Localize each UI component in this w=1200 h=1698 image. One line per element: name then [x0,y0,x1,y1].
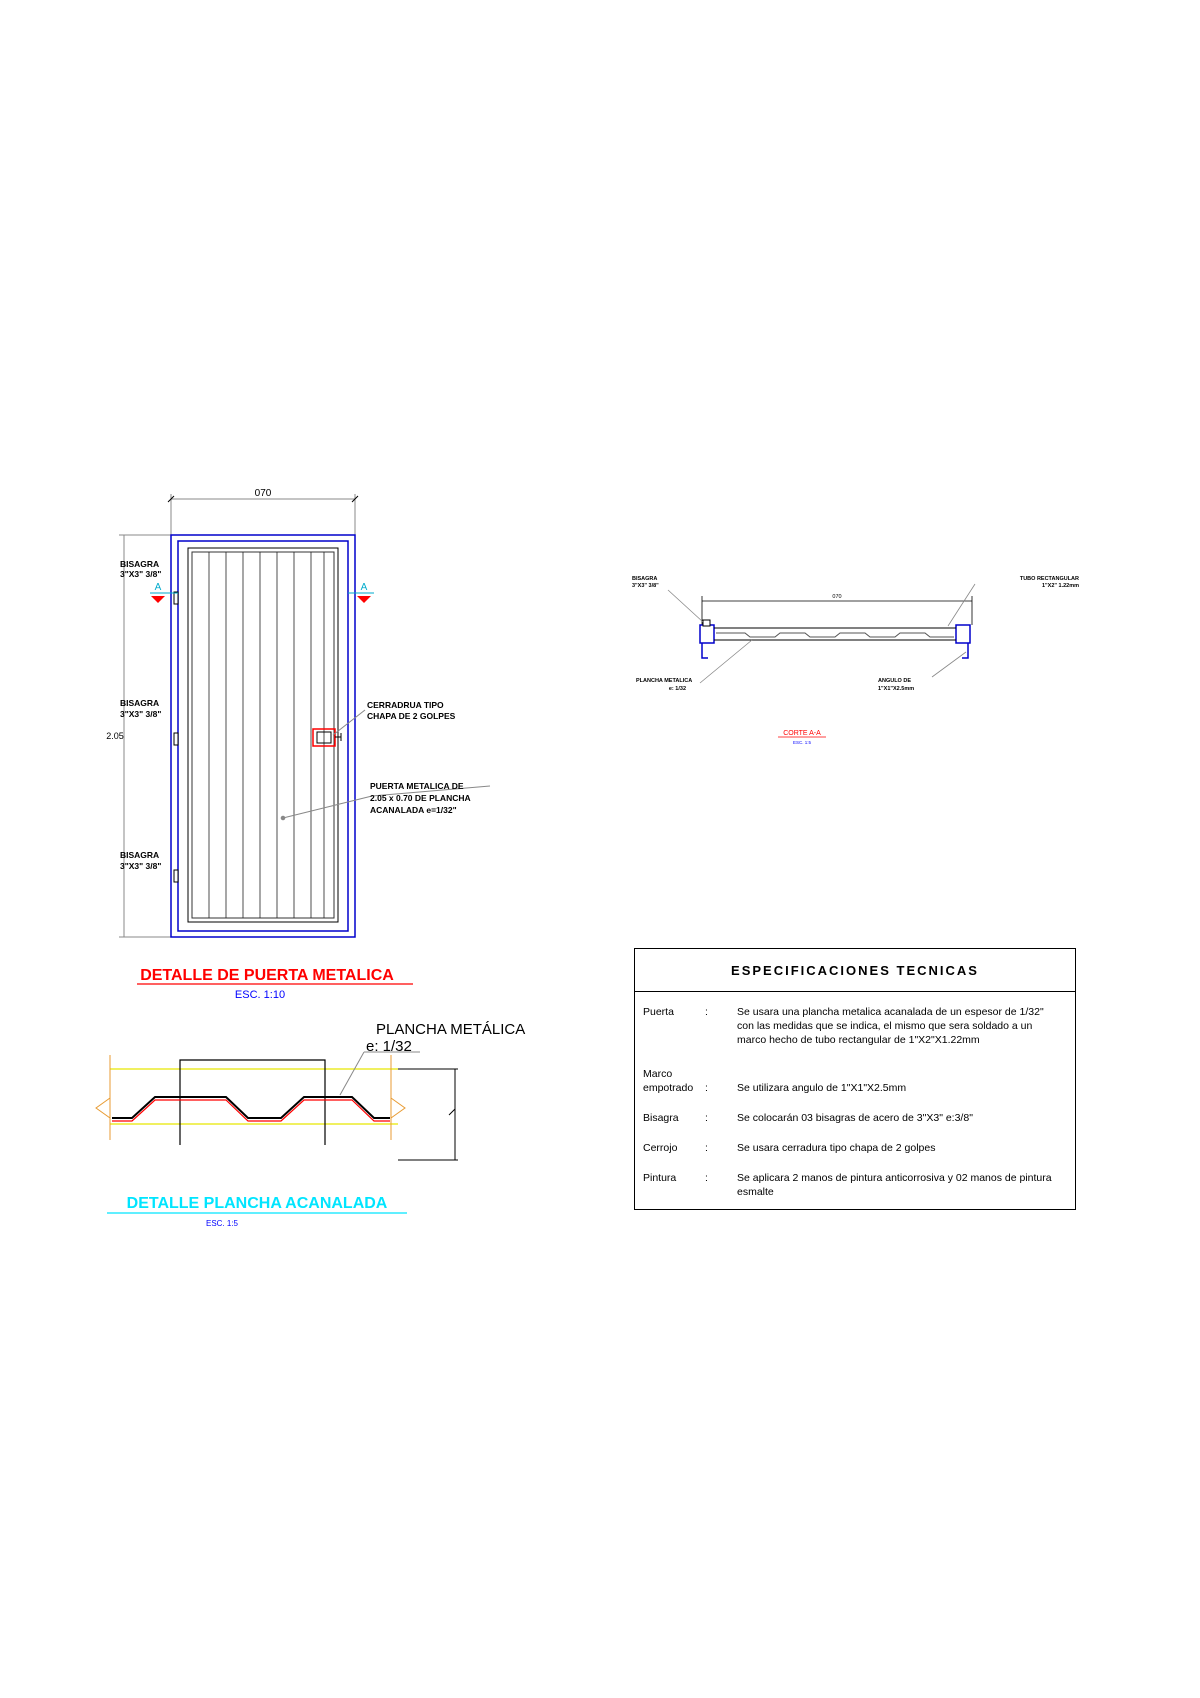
door-width-dimension [168,494,358,535]
section-scale: ESC. 1:5 [792,740,812,745]
section-marker-left-label: A [154,582,162,593]
section-tube-size: 1"X2" 1.22mm [1041,583,1079,589]
section-width-label: 070 [832,594,842,600]
hinge-size-2: 3"X3" 3/8" [120,709,162,719]
section-hinge [703,620,710,626]
section-marker-right-label: A [360,582,368,593]
hinge-label-1: BISAGRA [120,559,160,569]
door-scale: ESC. 1:10 [234,989,286,1001]
door-frame [171,535,355,937]
section-angle-label: ANGULO DE [878,678,911,684]
section-tube-label: TUBO RECTANGULAR [1019,576,1079,582]
plate-detail [96,1021,525,1228]
door-elevation [106,488,490,1001]
plate-break-ends [96,1055,405,1140]
section-marker-right [348,593,374,603]
spec-label: Bisagra [643,1112,679,1124]
plate-bracket [180,1060,325,1145]
section-hinge-size: 3"X3" 3/8" [632,583,659,589]
door-title: DETALLE DE PUERTA METALICA [140,967,394,984]
plate-label: PLANCHA METÁLICA [376,1021,526,1038]
section-plate-thickness: e: 1/32 [668,686,686,692]
door-height-label: 2.05 [106,731,124,741]
section-frame [700,625,970,658]
spec-colon: : [705,1082,708,1094]
spec-text: Se utilizara angulo de 1"X1"X2.5mm [737,1082,907,1094]
spec-label: Pintura [643,1172,677,1184]
plate-leader [340,1052,420,1095]
plate-title: DETALLE PLANCHA ACANALADA [126,1195,388,1212]
spec-label: Cerrojo [643,1142,678,1154]
plate-scale: ESC. 1:5 [205,1219,239,1228]
section-a-a [632,576,1079,745]
spec-colon: : [705,1112,708,1124]
plate-profile [112,1097,390,1121]
spec-text: Se colocarán 03 bisagras de acero de 3"X3" e:3/8" [737,1112,973,1124]
spec-text: Se aplicara 2 manos de pintura anticorrosiva y 02 manos de pintura esmalte [737,1172,1052,1198]
panel-label-line2: 2.05 x 0.70 DE PLANCHA [370,793,471,803]
plate-guide-lines [110,1069,398,1124]
section-angle-size: 1"X1"X2.5mm [878,686,915,692]
section-hinge-label: BISAGRA [632,576,658,582]
door-leaf [188,548,338,922]
hinge-size-3: 3"X3" 3/8" [120,861,162,871]
door-height-dimension [119,535,172,937]
spec-label: Puerta [643,1006,674,1018]
panel-label-line3: ACANALADA e=1/32" [370,805,457,815]
section-width-dimension [702,596,972,625]
spec-colon: : [705,1006,708,1018]
spec-colon: : [705,1172,708,1184]
section-title: CORTE A-A [783,730,821,737]
specifications-title: ESPECIFICACIONES TECNICAS [635,949,1075,992]
door-corrugation-lines [209,552,324,918]
door-width-label: 070 [254,488,272,499]
hinge-label-3: BISAGRA [120,850,160,860]
plate-height-dimension [398,1069,458,1160]
lock-label-line2: CHAPA DE 2 GOLPES [367,711,456,721]
hinge-size-1: 3"X3" 3/8" [120,569,162,579]
hinge-label-2: BISAGRA [120,698,160,708]
lock-label-line1: CERRADRUA TIPO [367,700,444,710]
section-plate [714,628,956,640]
spec-label: Marco empotrado [643,1068,694,1094]
specifications-table [634,948,1076,1210]
plate-thickness: e: 1/32 [366,1038,412,1055]
spec-colon: : [705,1142,708,1154]
spec-text: Se usara cerradura tipo chapa de 2 golpes [737,1142,936,1154]
panel-label-line1: PUERTA METALICA DE [370,781,464,791]
door-lock [313,710,365,746]
section-plate-label: PLANCHA METALICA [636,678,693,684]
spec-text: Se usara una plancha metalica acanalada de un espesor de 1/32" con las medidas que se indica, el mismo que sera soldado a un marco hecho de tubo rectangular de 1"X2"X1.22mm [737,1006,1044,1046]
